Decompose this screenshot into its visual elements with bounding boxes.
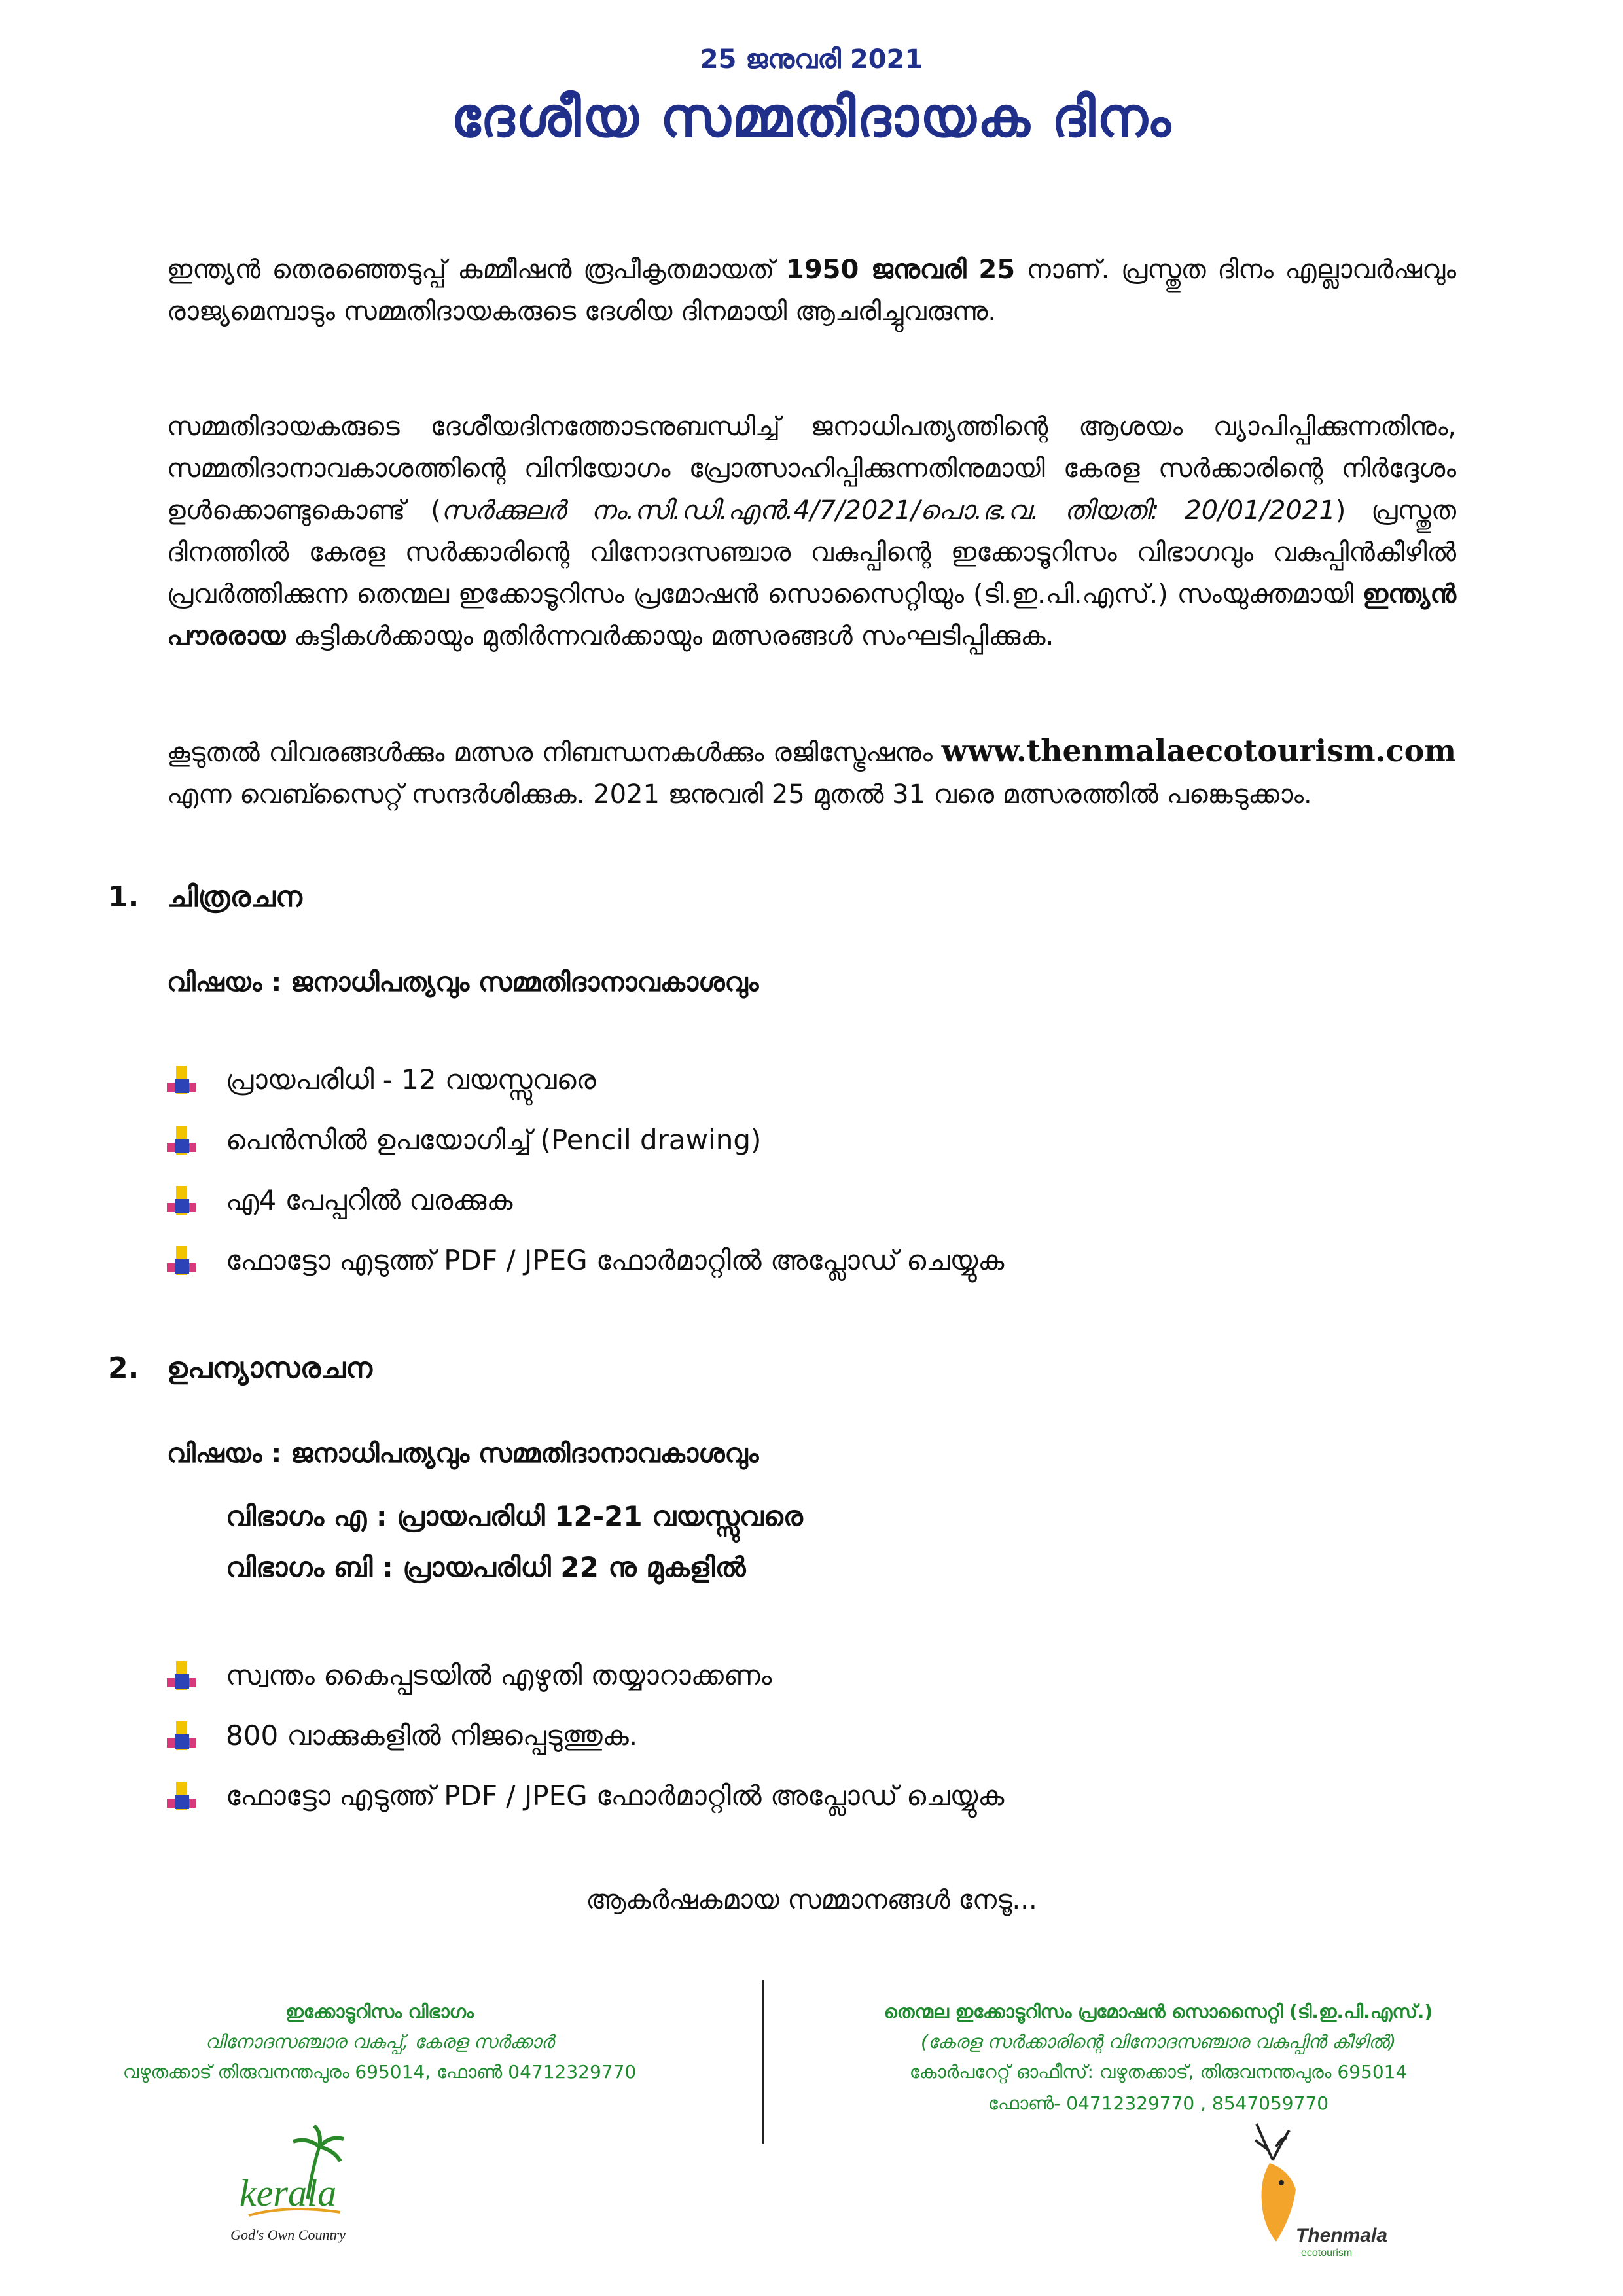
kerala-tourism-logo <box>209 2121 366 2251</box>
intro-paragraph-1: ഇന്ത്യൻ തെരഞ്ഞെടുപ്പ് കമ്മീഷൻ രൂപീകൃതമായത് 1950 ജനുവരി 25 നാണ്. പ്രസ്തുത ദിനം എല്ലാവർഷവും രാജ്യമെമ്പാടും സമ്മതിദായകരുടെ ദേശിയ ദിനമായി ആചരിച്ചുവരുന്നു. <box>167 255 1456 327</box>
section-2-topic: വിഷയം : ജനാധിപത്യവും സമ്മതിദാനാവകാശവും <box>167 1439 759 1469</box>
bullet-icon <box>167 1246 197 1279</box>
section-1-heading: 1. ചിത്രരചന <box>108 880 302 914</box>
list-item: സ്വന്തം കൈപ്പടയിൽ എഴുതി തയ്യാറാക്കണം <box>167 1656 1004 1716</box>
bullet-icon <box>167 1186 197 1219</box>
list-item: പെൻസിൽ ഉപയോഗിച്ച് (Pencil drawing) <box>167 1121 1004 1181</box>
bullet-icon <box>167 1661 197 1694</box>
svg-text:ecotourism: ecotourism <box>1301 2248 1353 2259</box>
intro-paragraph-3: കൂടുതൽ വിവരങ്ങൾക്കും മത്സര നിബന്ധനകൾക്കും രജിസ്ട്രേഷനും www.thenmalaecotourism.com എന്ന വെബ്സൈറ്റ് സന്ദർശിക്കുക. 2021 ജനുവരി 25 മുതൽ 31 വരെ മത്സരത്തിൽ പങ്കെടുക്കാം. <box>167 733 1456 810</box>
deer-icon <box>1230 2111 1400 2268</box>
event-date: 25 ജനുവരി 2021 <box>700 45 923 75</box>
category-a: വിഭാഗം എ : പ്രായപരിധി 12-21 വയസ്സുവരെ <box>226 1500 803 1532</box>
website-link[interactable]: www.thenmalaecotourism.com <box>941 733 1456 768</box>
svg-text:kerala: kerala <box>239 2172 337 2214</box>
section-2-heading: 2. ഉപന്യാസരചന <box>108 1352 372 1385</box>
bullet-icon <box>167 1126 197 1158</box>
footer-right-office: കോർപറേറ്റ് ഓഫീസ്: വഴുതക്കാട്, തിരുവനന്തപുരം 695014 <box>909 2061 1408 2083</box>
svg-text:God's Own Country: God's Own Country <box>230 2227 346 2243</box>
footer-right-org: തെന്മല ഇക്കോടൂറിസം പ്രമോഷൻ സൊസൈറ്റി (ടി.ഇ.പി.എസ്.) <box>883 2001 1433 2022</box>
prizes-tagline: ആകർഷകമായ സമ്മാനങ്ങൾ നേടൂ... <box>586 1885 1037 1915</box>
palm-tree-icon <box>209 2121 366 2251</box>
list-item: എ4 പേപ്പറിൽ വരക്കുക <box>167 1181 1004 1241</box>
section-1-topic: വിഷയം : ജനാധിപത്യവും സമ്മതിദാനാവകാശവും <box>167 967 759 997</box>
footer-right-dept: (കേരള സർക്കാരിന്റെ വിനോദസഞ്ചാര വകുപ്പിൻ കീഴിൽ) <box>920 2031 1396 2053</box>
footer-right <box>772 1996 1544 2119</box>
footer-divider <box>762 1980 764 2144</box>
section-1-rules <box>167 1060 1004 1301</box>
section-2-rules <box>167 1656 1004 1837</box>
bullet-icon <box>167 1782 197 1814</box>
list-item: ഫോട്ടോ എടുത്ത് PDF / JPEG ഫോർമാറ്റിൽ അപ്ലോഡ് ചെയ്യുക <box>167 1241 1004 1301</box>
page-title: ദേശീയ സമ്മതിദായക ദിനം <box>451 85 1172 149</box>
footer-left <box>79 1996 681 2088</box>
category-b: വിഭാഗം ബി : പ്രായപരിധി 22 നു മുകളിൽ <box>226 1551 746 1583</box>
svg-text:Thenmala: Thenmala <box>1296 2225 1388 2246</box>
thenmala-ecotourism-logo <box>1230 2111 1400 2268</box>
footer-left-org: ഇക്കോടൂറിസം വിഭാഗം <box>285 2001 474 2022</box>
footer-left-dept: വിനോദസഞ്ചാര വകുപ്പ്, കേരള സർക്കാർ <box>205 2031 554 2053</box>
footer-left-address: വഴുതക്കാട് തിരുവനന്തപുരം 695014, ഫോൺ 04712329770 <box>122 2061 637 2083</box>
list-item: പ്രായപരിധി - 12 വയസ്സുവരെ <box>167 1060 1004 1121</box>
footer-right-phone: ഫോൺ- 04712329770 , 8547059770 <box>988 2092 1329 2114</box>
bullet-icon <box>167 1721 197 1754</box>
list-item: ഫോട്ടോ എടുത്ത് PDF / JPEG ഫോർമാറ്റിൽ അപ്ലോഡ് ചെയ്യുക <box>167 1776 1004 1837</box>
list-item: 800 വാക്കുകളിൽ നിജപ്പെടുത്തുക. <box>167 1716 1004 1776</box>
bullet-icon <box>167 1066 197 1098</box>
intro-paragraph-2: സമ്മതിദായകരുടെ ദേശീയദിനത്തോടനുബന്ധിച്ച് ജനാധിപത്യത്തിന്റെ ആശയം വ്യാപിപ്പിക്കുന്നതിനും, സമ്മതിദാനാവകാശത്തിന്റെ വിനിയോഗം പ്രോത്സാഹിപ്പിക്കുന്നതിനുമായി കേരള സർക്കാരിന്റെ നിർദ്ദേശം ഉൾക്കൊണ്ടുകൊണ്ട് (സർക്കുലർ നം.സി.ഡി.എൻ.4/7/2021/പൊ.ഭ.വ. തിയതി: 20/01/2021) പ്രസ്തുത ദിനത്തിൽ കേരള സർക്കാരിന്റെ വിനോദസഞ്ചാര വകുപ്പിന്റെ ഇക്കോടൂറിസം വിഭാഗവും വകുപ്പിൻകീഴിൽ പ്രവർത്തിക്കുന്ന തെന്മല ഇക്കോടൂറിസം പ്രമോഷൻ സൊസൈറ്റിയും (ടി.ഇ.പി.എസ്.) സംയുക്തമായി ഇന്ത്യൻ പൗരരായ കുട്ടികൾക്കായും മുതിർന്നവർക്കായും മത്സരങ്ങൾ സംഘടിപ്പിക്കുക. <box>167 412 1456 651</box>
